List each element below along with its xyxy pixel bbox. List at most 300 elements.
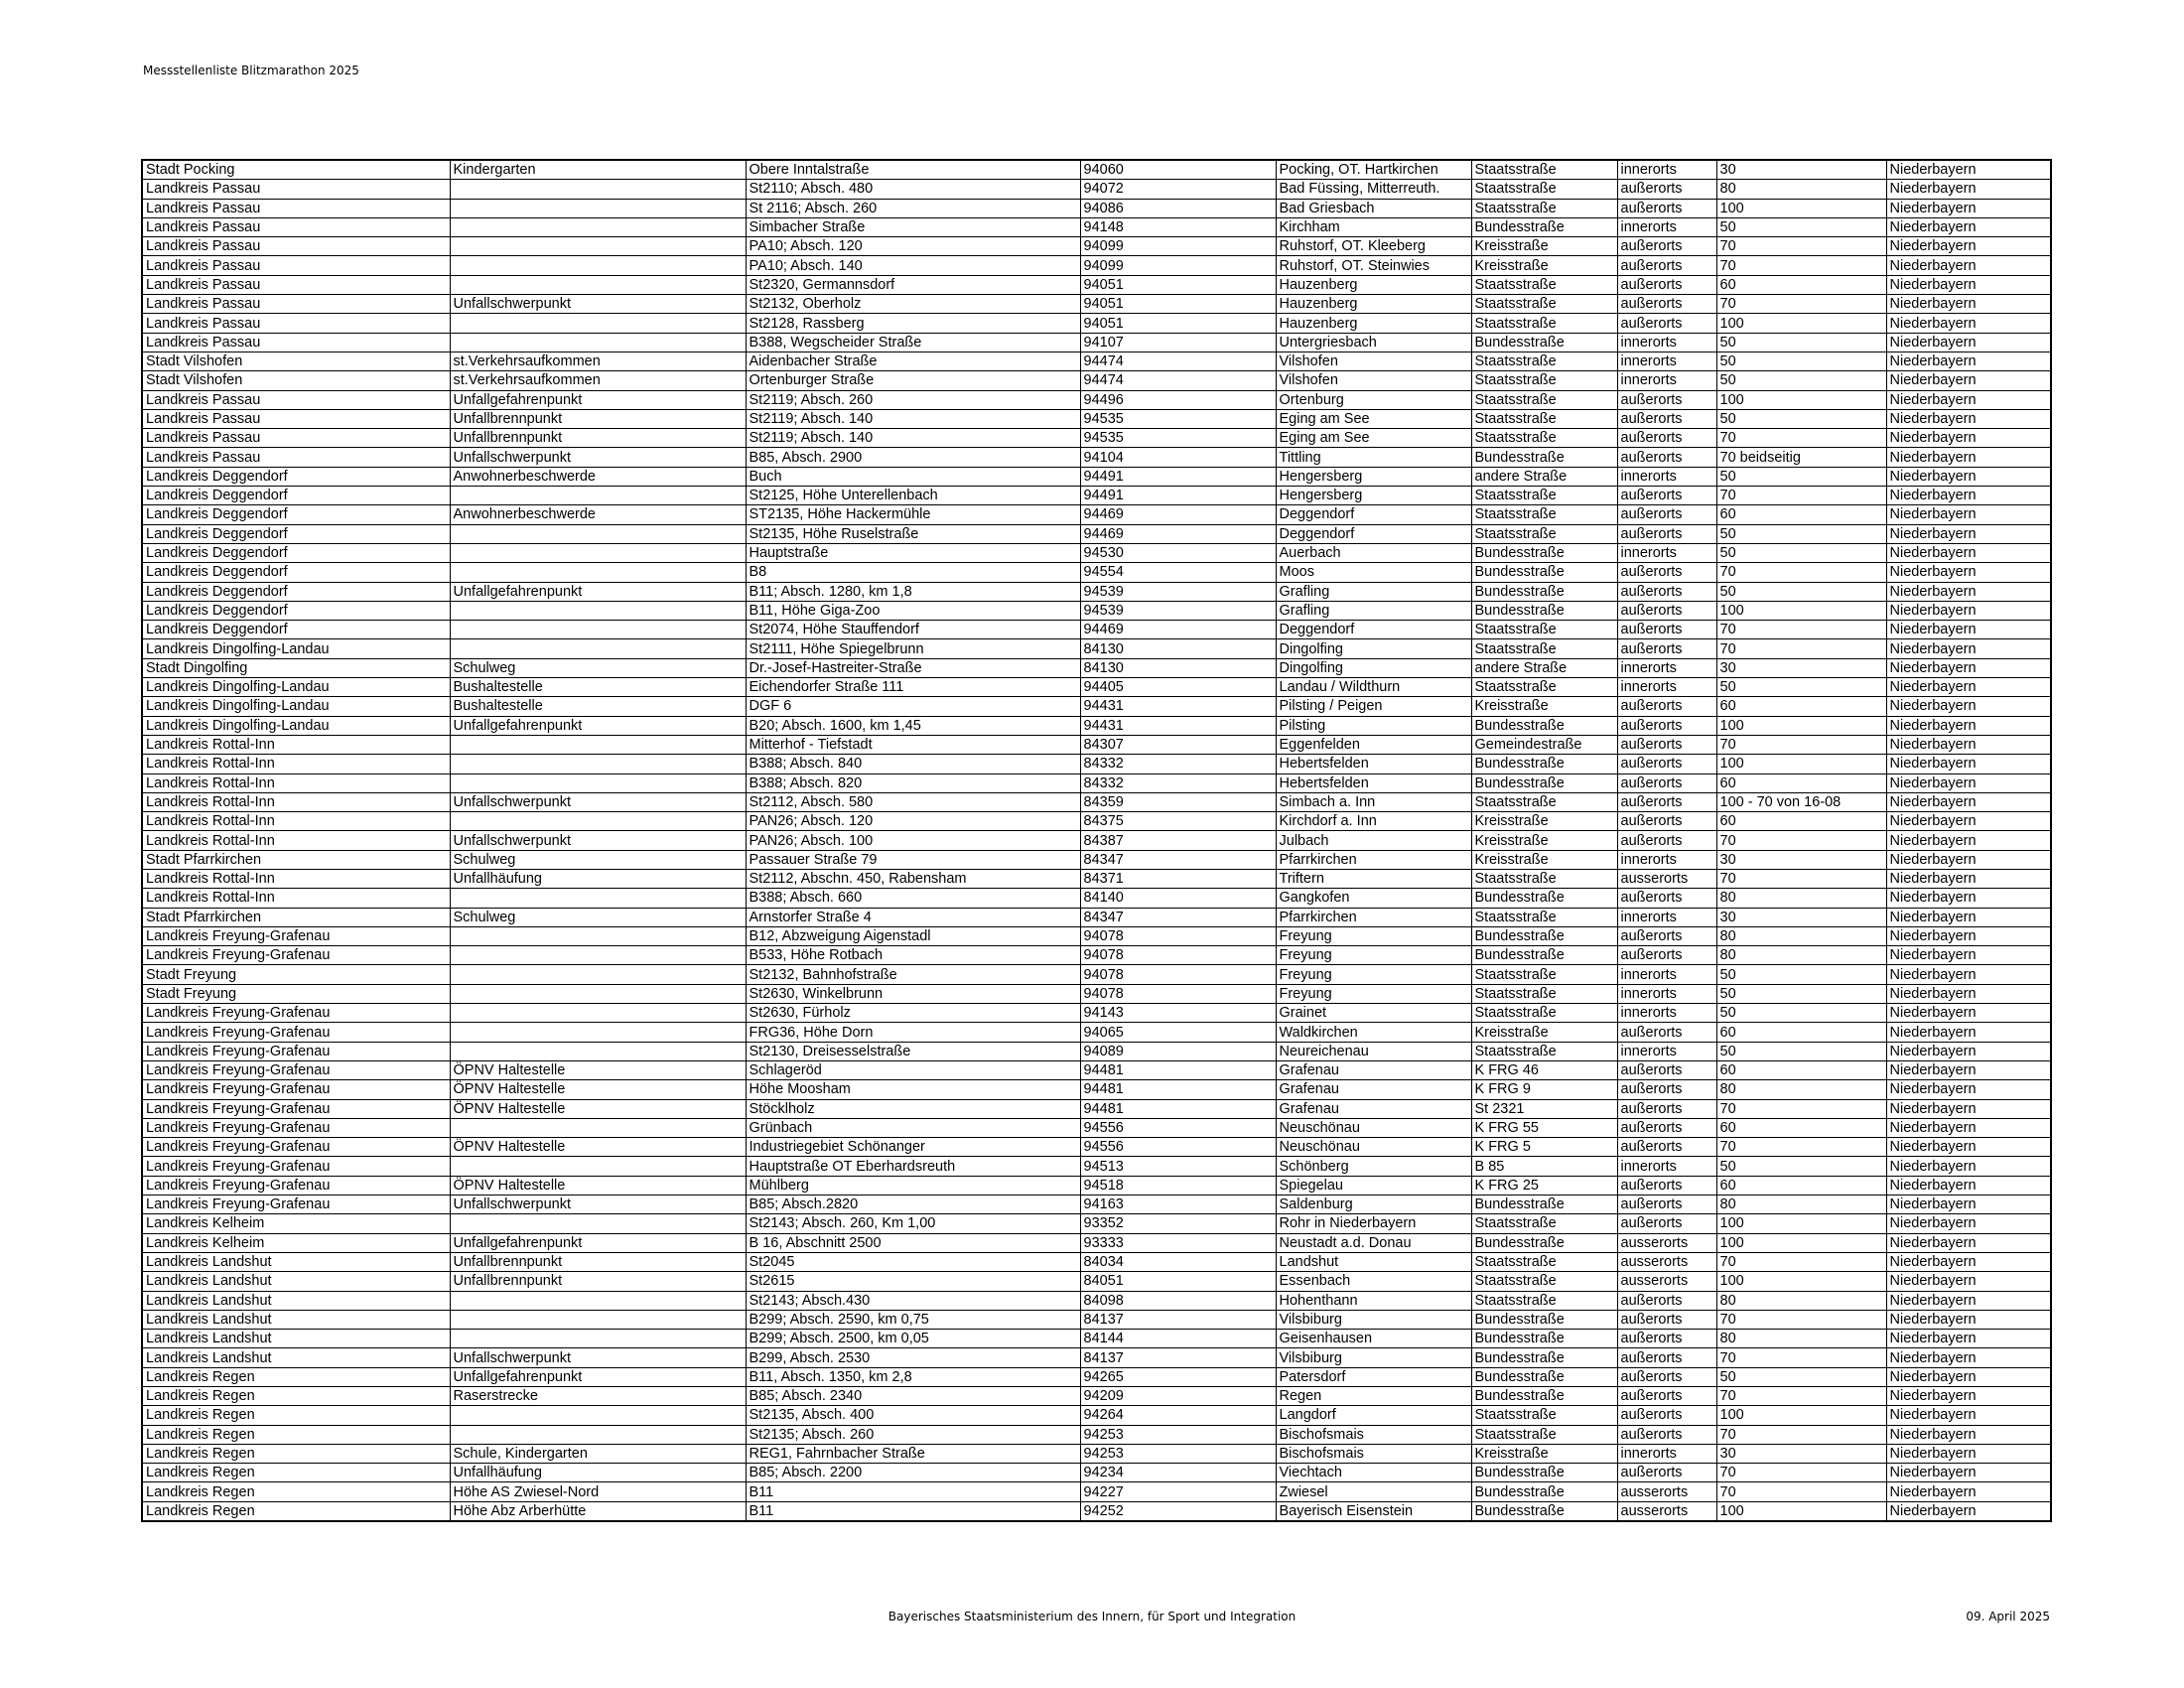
cell-postal-code: 94078 — [1080, 946, 1276, 965]
cell-road-type: St 2321 — [1471, 1099, 1617, 1118]
cell-municipality: Regen — [1276, 1387, 1471, 1406]
table-row — [142, 1310, 2051, 1329]
table-row — [142, 429, 2051, 448]
cell-reason — [450, 333, 746, 352]
cell-region: Niederbayern — [1886, 1023, 2051, 1042]
cell-postal-code: 94099 — [1080, 237, 1276, 256]
table-row — [142, 1214, 2051, 1233]
cell-reason: Bushaltestelle — [450, 678, 746, 697]
cell-location: St2112, Abschn. 450, Rabensham — [746, 869, 1080, 888]
cell-municipality: Untergriesbach — [1276, 333, 1471, 352]
cell-authority: Landkreis Regen — [142, 1501, 450, 1521]
cell-municipality: Moos — [1276, 563, 1471, 582]
cell-postal-code: 94265 — [1080, 1367, 1276, 1386]
cell-speed-limit: 100 — [1716, 1406, 1886, 1425]
cell-reason — [450, 926, 746, 945]
cell-municipality: Ruhstorf, OT. Steinwies — [1276, 256, 1471, 275]
cell-authority: Landkreis Freyung-Grafenau — [142, 1080, 450, 1099]
cell-municipality: Landau / Wildthurn — [1276, 678, 1471, 697]
cell-location: St2615 — [746, 1272, 1080, 1291]
cell-road-type: Staatsstraße — [1471, 409, 1617, 428]
table-row — [142, 505, 2051, 524]
cell-municipality: Eggenfelden — [1276, 735, 1471, 754]
cell-postal-code: 94554 — [1080, 563, 1276, 582]
cell-location: Hauptstraße — [746, 543, 1080, 562]
cell-area: außerorts — [1617, 429, 1716, 448]
cell-authority: Landkreis Rottal-Inn — [142, 889, 450, 908]
cell-location: St2630, Winkelbrunn — [746, 984, 1080, 1003]
cell-postal-code: 94078 — [1080, 926, 1276, 945]
cell-postal-code: 94518 — [1080, 1176, 1276, 1195]
cell-area: außerorts — [1617, 1464, 1716, 1482]
cell-area: außerorts — [1617, 926, 1716, 945]
cell-speed-limit: 70 — [1716, 563, 1886, 582]
cell-municipality: Deggendorf — [1276, 621, 1471, 639]
cell-road-type: Bundesstraße — [1471, 543, 1617, 562]
cell-reason: Unfallschwerpunkt — [450, 295, 746, 314]
cell-reason — [450, 1023, 746, 1042]
cell-speed-limit: 50 — [1716, 524, 1886, 543]
cell-area: außerorts — [1617, 1138, 1716, 1157]
cell-authority: Landkreis Passau — [142, 429, 450, 448]
cell-municipality: Neureichenau — [1276, 1042, 1471, 1060]
cell-area: außerorts — [1617, 946, 1716, 965]
cell-postal-code: 94496 — [1080, 390, 1276, 409]
cell-region: Niederbayern — [1886, 1291, 2051, 1310]
cell-location: St2135; Absch. 260 — [746, 1425, 1080, 1444]
cell-reason — [450, 1118, 746, 1137]
cell-speed-limit: 70 — [1716, 1425, 1886, 1444]
cell-area: außerorts — [1617, 524, 1716, 543]
cell-region: Niederbayern — [1886, 1348, 2051, 1367]
cell-postal-code: 94065 — [1080, 1023, 1276, 1042]
cell-authority: Landkreis Dingolfing-Landau — [142, 678, 450, 697]
cell-municipality: Bad Griesbach — [1276, 199, 1471, 217]
cell-municipality: Hebertsfelden — [1276, 755, 1471, 774]
cell-speed-limit: 80 — [1716, 889, 1886, 908]
cell-region: Niederbayern — [1886, 256, 2051, 275]
cell-authority: Landkreis Regen — [142, 1367, 450, 1386]
cell-postal-code: 94086 — [1080, 199, 1276, 217]
table-row — [142, 889, 2051, 908]
cell-region: Niederbayern — [1886, 946, 2051, 965]
cell-municipality: Deggendorf — [1276, 505, 1471, 524]
cell-municipality: Pocking, OT. Hartkirchen — [1276, 160, 1471, 180]
cell-region: Niederbayern — [1886, 333, 2051, 352]
cell-speed-limit: 50 — [1716, 217, 1886, 236]
table-row — [142, 601, 2051, 620]
cell-road-type: Staatsstraße — [1471, 180, 1617, 199]
cell-region: Niederbayern — [1886, 1214, 2051, 1233]
table-row — [142, 180, 2051, 199]
cell-road-type: Kreisstraße — [1471, 850, 1617, 869]
table-row — [142, 487, 2051, 505]
cell-speed-limit: 70 — [1716, 1138, 1886, 1157]
cell-location: B11, Absch. 1350, km 2,8 — [746, 1367, 1080, 1386]
cell-location: St 2116; Absch. 260 — [746, 199, 1080, 217]
cell-region: Niederbayern — [1886, 1157, 2051, 1176]
cell-reason — [450, 889, 746, 908]
cell-region: Niederbayern — [1886, 1501, 2051, 1521]
measurement-points-table — [141, 159, 2052, 1522]
table-row — [142, 295, 2051, 314]
table-row — [142, 217, 2051, 236]
cell-area: außerorts — [1617, 755, 1716, 774]
cell-authority: Landkreis Landshut — [142, 1330, 450, 1348]
cell-reason — [450, 812, 746, 831]
cell-reason: ÖPNV Haltestelle — [450, 1060, 746, 1079]
cell-speed-limit: 70 — [1716, 1310, 1886, 1329]
table-row — [142, 160, 2051, 180]
cell-area: außerorts — [1617, 295, 1716, 314]
cell-municipality: Freyung — [1276, 965, 1471, 984]
cell-area: außerorts — [1617, 1310, 1716, 1329]
cell-road-type: Bundesstraße — [1471, 1196, 1617, 1214]
cell-speed-limit: 50 — [1716, 371, 1886, 390]
cell-road-type: Staatsstraße — [1471, 295, 1617, 314]
cell-municipality: Tittling — [1276, 448, 1471, 467]
cell-region: Niederbayern — [1886, 1042, 2051, 1060]
cell-location: St2132, Bahnhofstraße — [746, 965, 1080, 984]
cell-location: B533, Höhe Rotbach — [746, 946, 1080, 965]
cell-municipality: Landshut — [1276, 1252, 1471, 1271]
cell-region: Niederbayern — [1886, 467, 2051, 486]
cell-reason — [450, 275, 746, 294]
cell-area: innerorts — [1617, 352, 1716, 370]
cell-speed-limit: 50 — [1716, 409, 1886, 428]
cell-authority: Landkreis Landshut — [142, 1310, 450, 1329]
cell-municipality: Freyung — [1276, 926, 1471, 945]
cell-authority: Landkreis Passau — [142, 409, 450, 428]
cell-municipality: Viechtach — [1276, 1464, 1471, 1482]
cell-road-type: Bundesstraße — [1471, 1330, 1617, 1348]
cell-area: außerorts — [1617, 621, 1716, 639]
cell-speed-limit: 50 — [1716, 1157, 1886, 1176]
cell-authority: Landkreis Deggendorf — [142, 563, 450, 582]
cell-road-type: Bundesstraße — [1471, 1501, 1617, 1521]
cell-area: außerorts — [1617, 237, 1716, 256]
cell-area: innerorts — [1617, 1042, 1716, 1060]
cell-area: innerorts — [1617, 1004, 1716, 1023]
cell-road-type: Kreisstraße — [1471, 1444, 1617, 1463]
cell-municipality: Pfarrkirchen — [1276, 850, 1471, 869]
cell-postal-code: 94104 — [1080, 448, 1276, 467]
cell-area: außerorts — [1617, 639, 1716, 658]
table-row — [142, 543, 2051, 562]
cell-reason — [450, 217, 746, 236]
cell-area: außerorts — [1617, 390, 1716, 409]
cell-region: Niederbayern — [1886, 505, 2051, 524]
cell-authority: Landkreis Kelheim — [142, 1233, 450, 1252]
cell-road-type: Staatsstraße — [1471, 429, 1617, 448]
cell-reason: Unfallbrennpunkt — [450, 1252, 746, 1271]
cell-location: PA10; Absch. 140 — [746, 256, 1080, 275]
table-row — [142, 755, 2051, 774]
cell-area: außerorts — [1617, 1176, 1716, 1195]
cell-authority: Landkreis Dingolfing-Landau — [142, 639, 450, 658]
table-row — [142, 1291, 2051, 1310]
cell-region: Niederbayern — [1886, 1252, 2051, 1271]
cell-municipality: Patersdorf — [1276, 1367, 1471, 1386]
cell-speed-limit: 70 — [1716, 1387, 1886, 1406]
cell-postal-code: 94078 — [1080, 984, 1276, 1003]
cell-speed-limit: 50 — [1716, 333, 1886, 352]
cell-authority: Landkreis Rottal-Inn — [142, 735, 450, 754]
cell-region: Niederbayern — [1886, 563, 2051, 582]
cell-postal-code: 84130 — [1080, 639, 1276, 658]
cell-reason: Raserstrecke — [450, 1387, 746, 1406]
cell-area: innerorts — [1617, 984, 1716, 1003]
cell-municipality: Julbach — [1276, 831, 1471, 850]
cell-area: innerorts — [1617, 1157, 1716, 1176]
cell-postal-code: 94060 — [1080, 160, 1276, 180]
cell-speed-limit: 80 — [1716, 1080, 1886, 1099]
cell-region: Niederbayern — [1886, 926, 2051, 945]
cell-speed-limit: 70 — [1716, 869, 1886, 888]
cell-postal-code: 94535 — [1080, 429, 1276, 448]
table-row — [142, 1501, 2051, 1521]
cell-municipality: Grainet — [1276, 1004, 1471, 1023]
cell-location: Aidenbacher Straße — [746, 352, 1080, 370]
cell-authority: Landkreis Landshut — [142, 1252, 450, 1271]
cell-area: außerorts — [1617, 314, 1716, 333]
cell-authority: Landkreis Deggendorf — [142, 543, 450, 562]
cell-region: Niederbayern — [1886, 658, 2051, 677]
cell-area: außerorts — [1617, 180, 1716, 199]
cell-road-type: Bundesstraße — [1471, 1233, 1617, 1252]
cell-speed-limit: 70 — [1716, 735, 1886, 754]
table-row — [142, 908, 2051, 926]
cell-location: St2128, Rassberg — [746, 314, 1080, 333]
table-row — [142, 850, 2051, 869]
cell-postal-code: 94556 — [1080, 1118, 1276, 1137]
cell-speed-limit: 30 — [1716, 1444, 1886, 1463]
cell-speed-limit: 70 — [1716, 256, 1886, 275]
table-row — [142, 582, 2051, 601]
cell-postal-code: 94530 — [1080, 543, 1276, 562]
cell-postal-code: 84387 — [1080, 831, 1276, 850]
cell-reason — [450, 946, 746, 965]
cell-road-type: Staatsstraße — [1471, 965, 1617, 984]
cell-reason — [450, 487, 746, 505]
cell-municipality: Freyung — [1276, 984, 1471, 1003]
cell-reason: Unfallschwerpunkt — [450, 448, 746, 467]
cell-region: Niederbayern — [1886, 908, 2051, 926]
cell-region: Niederbayern — [1886, 217, 2051, 236]
cell-road-type: Staatsstraße — [1471, 678, 1617, 697]
cell-speed-limit: 70 — [1716, 639, 1886, 658]
cell-reason — [450, 639, 746, 658]
cell-speed-limit: 50 — [1716, 678, 1886, 697]
cell-municipality: Neuschönau — [1276, 1118, 1471, 1137]
cell-location: St2119; Absch. 140 — [746, 409, 1080, 428]
cell-municipality: Hauzenberg — [1276, 295, 1471, 314]
table-row — [142, 1348, 2051, 1367]
cell-region: Niederbayern — [1886, 1406, 2051, 1425]
cell-region: Niederbayern — [1886, 1464, 2051, 1482]
cell-reason: Unfallgefahrenpunkt — [450, 716, 746, 735]
cell-area: außerorts — [1617, 601, 1716, 620]
cell-postal-code: 94474 — [1080, 371, 1276, 390]
cell-road-type: Bundesstraße — [1471, 333, 1617, 352]
cell-reason: Unfallschwerpunkt — [450, 792, 746, 811]
cell-authority: Landkreis Kelheim — [142, 1214, 450, 1233]
cell-region: Niederbayern — [1886, 755, 2051, 774]
table-row — [142, 792, 2051, 811]
cell-reason: Unfallbrennpunkt — [450, 409, 746, 428]
cell-road-type: Bundesstraße — [1471, 563, 1617, 582]
cell-speed-limit: 30 — [1716, 850, 1886, 869]
cell-reason — [450, 735, 746, 754]
cell-municipality: Kirchham — [1276, 217, 1471, 236]
cell-authority: Stadt Freyung — [142, 984, 450, 1003]
cell-municipality: Grafenau — [1276, 1099, 1471, 1118]
cell-municipality: Pilsting — [1276, 716, 1471, 735]
cell-region: Niederbayern — [1886, 850, 2051, 869]
cell-reason: Anwohnerbeschwerde — [450, 505, 746, 524]
cell-road-type: Bundesstraße — [1471, 601, 1617, 620]
cell-authority: Landkreis Freyung-Grafenau — [142, 1023, 450, 1042]
cell-municipality: Saldenburg — [1276, 1196, 1471, 1214]
cell-reason: ÖPNV Haltestelle — [450, 1138, 746, 1157]
cell-municipality: Rohr in Niederbayern — [1276, 1214, 1471, 1233]
cell-area: außerorts — [1617, 1023, 1716, 1042]
cell-location: St2130, Dreisesselstraße — [746, 1042, 1080, 1060]
cell-area: außerorts — [1617, 563, 1716, 582]
cell-location: B 16, Abschnitt 2500 — [746, 1233, 1080, 1252]
cell-municipality: Hohenthann — [1276, 1291, 1471, 1310]
cell-municipality: Hauzenberg — [1276, 314, 1471, 333]
cell-location: B388; Absch. 660 — [746, 889, 1080, 908]
cell-authority: Landkreis Deggendorf — [142, 582, 450, 601]
cell-postal-code: 84130 — [1080, 658, 1276, 677]
cell-location: B85; Absch.2820 — [746, 1196, 1080, 1214]
cell-reason — [450, 543, 746, 562]
table-row — [142, 409, 2051, 428]
cell-area: ausserorts — [1617, 1501, 1716, 1521]
table-row — [142, 812, 2051, 831]
cell-authority: Landkreis Freyung-Grafenau — [142, 1196, 450, 1214]
cell-municipality: Kirchdorf a. Inn — [1276, 812, 1471, 831]
table-row — [142, 1387, 2051, 1406]
cell-speed-limit: 60 — [1716, 1060, 1886, 1079]
cell-location: St2135, Absch. 400 — [746, 1406, 1080, 1425]
cell-area: außerorts — [1617, 1099, 1716, 1118]
cell-area: außerorts — [1617, 1330, 1716, 1348]
cell-area: außerorts — [1617, 409, 1716, 428]
cell-road-type: Staatsstraße — [1471, 275, 1617, 294]
cell-postal-code: 84347 — [1080, 908, 1276, 926]
table-row — [142, 1138, 2051, 1157]
cell-postal-code: 94078 — [1080, 965, 1276, 984]
cell-region: Niederbayern — [1886, 371, 2051, 390]
cell-speed-limit: 80 — [1716, 926, 1886, 945]
cell-reason: Unfallschwerpunkt — [450, 1348, 746, 1367]
table-row — [142, 371, 2051, 390]
cell-authority: Landkreis Freyung-Grafenau — [142, 946, 450, 965]
cell-reason — [450, 1004, 746, 1023]
cell-road-type: Kreisstraße — [1471, 1023, 1617, 1042]
cell-authority: Landkreis Rottal-Inn — [142, 774, 450, 792]
cell-reason: Unfallgefahrenpunkt — [450, 390, 746, 409]
cell-road-type: Staatsstraße — [1471, 390, 1617, 409]
cell-speed-limit: 50 — [1716, 1004, 1886, 1023]
cell-authority: Landkreis Freyung-Grafenau — [142, 926, 450, 945]
cell-authority: Landkreis Passau — [142, 390, 450, 409]
cell-speed-limit: 100 — [1716, 1272, 1886, 1291]
cell-postal-code: 84371 — [1080, 869, 1276, 888]
cell-authority: Landkreis Deggendorf — [142, 467, 450, 486]
cell-municipality: Hengersberg — [1276, 467, 1471, 486]
cell-road-type: andere Straße — [1471, 467, 1617, 486]
cell-postal-code: 94474 — [1080, 352, 1276, 370]
cell-reason: Schulweg — [450, 908, 746, 926]
cell-region: Niederbayern — [1886, 678, 2051, 697]
cell-road-type: Staatsstraße — [1471, 524, 1617, 543]
cell-area: außerorts — [1617, 199, 1716, 217]
cell-area: außerorts — [1617, 1060, 1716, 1079]
cell-region: Niederbayern — [1886, 275, 2051, 294]
cell-municipality: Spiegelau — [1276, 1176, 1471, 1195]
cell-location: B85; Absch. 2200 — [746, 1464, 1080, 1482]
cell-postal-code: 84137 — [1080, 1310, 1276, 1329]
table-row — [142, 563, 2051, 582]
cell-reason: Höhe AS Zwiesel-Nord — [450, 1482, 746, 1501]
cell-region: Niederbayern — [1886, 160, 2051, 180]
cell-area: außerorts — [1617, 487, 1716, 505]
cell-postal-code: 94099 — [1080, 256, 1276, 275]
cell-municipality: Bad Füssing, Mitterreuth. — [1276, 180, 1471, 199]
table-row — [142, 1118, 2051, 1137]
cell-road-type: Bundesstraße — [1471, 1348, 1617, 1367]
table-row — [142, 1406, 2051, 1425]
cell-speed-limit: 60 — [1716, 812, 1886, 831]
cell-location: St2112, Absch. 580 — [746, 792, 1080, 811]
cell-speed-limit: 100 — [1716, 314, 1886, 333]
table-row — [142, 1444, 2051, 1463]
cell-speed-limit: 60 — [1716, 1176, 1886, 1195]
cell-road-type: Bundesstraße — [1471, 889, 1617, 908]
table-row — [142, 448, 2051, 467]
table-row — [142, 524, 2051, 543]
cell-area: außerorts — [1617, 1348, 1716, 1367]
cell-postal-code: 84140 — [1080, 889, 1276, 908]
table-row — [142, 965, 2051, 984]
cell-postal-code: 94264 — [1080, 1406, 1276, 1425]
cell-road-type: Bundesstraße — [1471, 774, 1617, 792]
cell-region: Niederbayern — [1886, 984, 2051, 1003]
table-row — [142, 869, 2051, 888]
cell-area: außerorts — [1617, 448, 1716, 467]
cell-speed-limit: 50 — [1716, 582, 1886, 601]
cell-speed-limit: 80 — [1716, 1196, 1886, 1214]
cell-municipality: Freyung — [1276, 946, 1471, 965]
cell-municipality: Essenbach — [1276, 1272, 1471, 1291]
cell-location: PA10; Absch. 120 — [746, 237, 1080, 256]
cell-road-type: B 85 — [1471, 1157, 1617, 1176]
cell-location: B85; Absch. 2340 — [746, 1387, 1080, 1406]
table-row — [142, 275, 2051, 294]
table-row — [142, 1272, 2051, 1291]
cell-authority: Stadt Pocking — [142, 160, 450, 180]
cell-location: Industriegebiet Schönanger — [746, 1138, 1080, 1157]
cell-road-type: Bundesstraße — [1471, 1310, 1617, 1329]
cell-speed-limit: 70 — [1716, 429, 1886, 448]
cell-reason: st.Verkehrsaufkommen — [450, 352, 746, 370]
cell-area: außerorts — [1617, 716, 1716, 735]
cell-region: Niederbayern — [1886, 1004, 2051, 1023]
cell-postal-code: 94148 — [1080, 217, 1276, 236]
